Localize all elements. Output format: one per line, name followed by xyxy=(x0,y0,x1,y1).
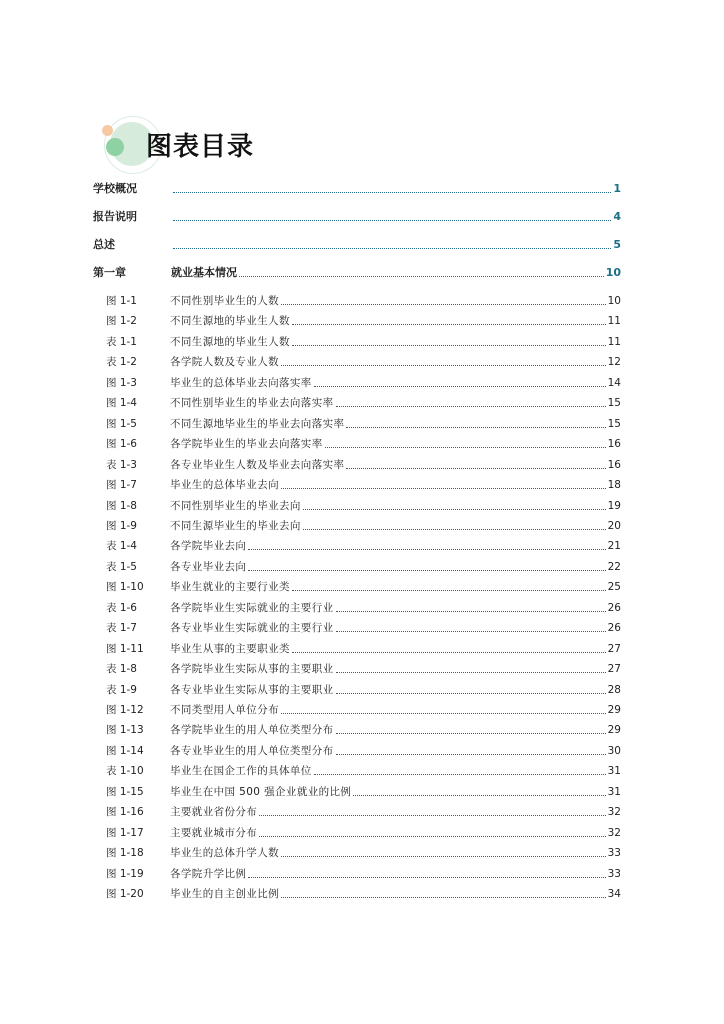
figure-entry-number: 表 1-1 xyxy=(106,335,137,348)
dot-leader xyxy=(281,303,606,305)
figure-entry[interactable] xyxy=(106,574,621,594)
dot-leader xyxy=(336,732,606,734)
dot-leader xyxy=(303,528,606,530)
figure-entry-title: 不同类型用人单位分布 xyxy=(170,704,279,716)
figure-entry-title: 毕业生在国企工作的具体单位 xyxy=(170,765,312,778)
figure-entry-title: 不同生源地毕业生的毕业去向落实率 xyxy=(170,417,345,430)
figure-entry-number: 图 1-10 xyxy=(106,581,144,594)
figure-entry[interactable] xyxy=(106,493,621,513)
figure-entry-page: 34 xyxy=(607,888,621,901)
figure-entry-number: 图 1-18 xyxy=(106,847,144,860)
figure-entry[interactable] xyxy=(106,513,621,533)
figure-entry[interactable] xyxy=(106,717,621,737)
figure-entry-title: 毕业生从事的主要职业类 xyxy=(170,642,290,655)
figure-entry-page: 26 xyxy=(607,622,621,635)
decorative-dot-green xyxy=(106,138,124,156)
dot-leader xyxy=(292,651,606,653)
figure-entry-number: 图 1-12 xyxy=(106,704,144,716)
figure-entry[interactable] xyxy=(106,472,621,492)
figure-entry-page: 21 xyxy=(607,540,621,553)
figure-entry-title: 主要就业城市分布 xyxy=(170,826,258,839)
figure-entry-page: 16 xyxy=(607,458,621,471)
figure-entry-number: 表 1-2 xyxy=(106,356,137,369)
figure-entry-title: 毕业生的总体升学人数 xyxy=(170,847,279,860)
figure-entry-title: 毕业生的自主创业比例 xyxy=(170,888,279,901)
figure-entry-page: 31 xyxy=(607,785,621,798)
figure-entry[interactable] xyxy=(106,411,621,431)
figure-entry-number: 图 1-19 xyxy=(106,867,144,880)
dot-leader xyxy=(281,487,606,489)
toc-entry-title: 就业基本情况 xyxy=(171,266,237,279)
figure-entry-number: 图 1-14 xyxy=(106,744,144,757)
dot-leader xyxy=(292,323,606,325)
figure-entry-number: 图 1-1 xyxy=(106,295,137,307)
figure-entry[interactable] xyxy=(106,288,621,308)
figure-entry[interactable] xyxy=(106,533,621,553)
figure-entry-number: 图 1-15 xyxy=(106,785,144,798)
dot-leader xyxy=(336,405,606,407)
dot-leader xyxy=(314,773,606,775)
dot-leader xyxy=(346,426,605,428)
figure-entry[interactable] xyxy=(106,758,621,778)
figure-entry[interactable] xyxy=(106,349,621,369)
dot-leader xyxy=(336,671,606,673)
toc-entry-page: 5 xyxy=(613,238,621,251)
figure-entry-title: 不同生源地的毕业生人数 xyxy=(170,335,290,348)
figure-entry-page: 18 xyxy=(607,479,621,492)
figure-entry-number: 表 1-5 xyxy=(106,560,137,573)
dot-leader xyxy=(239,275,604,277)
toc-entry-page: 1 xyxy=(613,182,621,195)
figure-entry-number: 表 1-7 xyxy=(106,622,137,635)
figure-entry-title: 各专业毕业生人数及毕业去向落实率 xyxy=(170,458,345,471)
dot-leader xyxy=(281,896,606,898)
figure-entry-title: 各学院升学比例 xyxy=(170,867,247,880)
figure-entry-title: 不同生源毕业生的毕业去向 xyxy=(170,519,301,532)
figure-entry-title: 各学院毕业生实际就业的主要行业 xyxy=(170,601,334,614)
figure-entry-title: 各学院人数及专业人数 xyxy=(170,356,279,369)
page-title: 图表目录 xyxy=(146,132,255,162)
dot-leader xyxy=(259,835,605,837)
figure-entry-title: 不同生源地的毕业生人数 xyxy=(170,315,290,328)
figure-entry-number: 图 1-9 xyxy=(106,519,137,532)
figure-entry[interactable] xyxy=(106,738,621,758)
toc-entry-label: 第一章 xyxy=(93,266,126,279)
figure-entry-title: 不同性别毕业生的毕业去向 xyxy=(170,499,301,512)
figure-entry-number: 图 1-2 xyxy=(106,315,137,328)
toc-entry[interactable] xyxy=(93,204,621,224)
figure-entry-page: 29 xyxy=(607,704,621,716)
figure-entry[interactable] xyxy=(106,881,621,901)
figure-entry-title: 各学院毕业生实际从事的主要职业 xyxy=(170,663,334,676)
toc-entry-page: 10 xyxy=(605,266,621,279)
figure-entry-number: 图 1-5 xyxy=(106,417,137,430)
dot-leader xyxy=(336,753,606,755)
figure-entry-page: 11 xyxy=(607,315,621,328)
figure-entry-page: 29 xyxy=(607,724,621,737)
figure-entry[interactable] xyxy=(106,452,621,472)
figure-entry-page: 27 xyxy=(607,663,621,676)
figure-entry-number: 表 1-8 xyxy=(106,663,137,676)
figure-entry-number: 表 1-6 xyxy=(106,601,137,614)
figure-entry[interactable] xyxy=(106,656,621,676)
figure-entry[interactable] xyxy=(106,390,621,410)
toc-entry-label: 学校概况 xyxy=(93,182,137,195)
figure-entry-page: 20 xyxy=(607,519,621,532)
figure-entry-title: 各专业毕业生的用人单位类型分布 xyxy=(170,744,334,757)
figure-entry[interactable] xyxy=(106,820,621,840)
figure-entry-page: 32 xyxy=(607,826,621,839)
figure-entry[interactable] xyxy=(106,779,621,799)
toc-entry-label: 总述 xyxy=(93,238,115,251)
figure-entry-title: 毕业生的总体毕业去向 xyxy=(170,479,279,492)
figure-entry-page: 30 xyxy=(607,744,621,757)
figure-entry-page: 28 xyxy=(607,683,621,696)
figure-entry-page: 33 xyxy=(607,847,621,860)
figure-entry-number: 表 1-9 xyxy=(106,683,137,696)
figure-entry-number: 图 1-17 xyxy=(106,826,144,839)
figure-entry-page: 33 xyxy=(607,867,621,880)
figure-entry-title: 各学院毕业生的毕业去向落实率 xyxy=(170,438,323,451)
figure-entry-page: 10 xyxy=(607,295,621,307)
dot-leader xyxy=(314,385,606,387)
figure-entry-number: 图 1-6 xyxy=(106,438,137,451)
dot-leader xyxy=(292,589,606,591)
toc-entry-label: 报告说明 xyxy=(93,210,137,223)
decorative-dot-orange xyxy=(102,125,113,136)
figure-entry[interactable] xyxy=(106,636,621,656)
figure-entry[interactable] xyxy=(106,431,621,451)
figure-entry-number: 图 1-4 xyxy=(106,397,137,410)
figure-entry-page: 11 xyxy=(607,335,621,348)
dot-leader xyxy=(325,446,606,448)
figure-entry[interactable] xyxy=(106,615,621,635)
dot-leader xyxy=(248,548,605,550)
dot-leader xyxy=(292,344,606,346)
figure-entry-title: 毕业生就业的主要行业类 xyxy=(170,581,290,594)
figure-entry-page: 15 xyxy=(607,417,621,430)
figure-entry-number: 图 1-11 xyxy=(106,642,144,655)
toc-entry[interactable] xyxy=(93,232,621,252)
dot-leader xyxy=(281,712,606,714)
figure-entry-title: 各专业毕业去向 xyxy=(170,560,247,573)
dot-leader xyxy=(336,630,606,632)
figure-entry-title: 不同性别毕业生的人数 xyxy=(170,295,279,307)
dot-leader xyxy=(173,219,611,221)
dot-leader xyxy=(281,364,606,366)
dot-leader xyxy=(336,610,606,612)
dot-leader xyxy=(303,508,606,510)
figure-entry-page: 14 xyxy=(607,376,621,389)
figure-entry-page: 27 xyxy=(607,642,621,655)
figure-entry-number: 图 1-8 xyxy=(106,499,137,512)
dot-leader xyxy=(259,814,605,816)
figure-entry-title: 不同性别毕业生的毕业去向落实率 xyxy=(170,397,334,410)
figure-entry-title: 各学院毕业生的用人单位类型分布 xyxy=(170,724,334,737)
figure-entry[interactable] xyxy=(106,799,621,819)
figure-entry-page: 22 xyxy=(607,560,621,573)
figure-entry-title: 毕业生的总体毕业去向落实率 xyxy=(170,376,312,389)
dot-leader xyxy=(248,876,605,878)
figure-entry-page: 31 xyxy=(607,765,621,778)
figure-entry-page: 26 xyxy=(607,601,621,614)
dot-leader xyxy=(173,247,611,249)
figure-entry-page: 15 xyxy=(607,397,621,410)
figure-entry[interactable] xyxy=(106,308,621,328)
figure-entry[interactable] xyxy=(106,861,621,881)
dot-leader xyxy=(346,467,605,469)
toc-entry-page: 4 xyxy=(613,210,621,223)
figure-entry-title: 各专业毕业生实际从事的主要职业 xyxy=(170,683,334,696)
dot-leader xyxy=(173,191,611,193)
figure-entry-title: 各学院毕业去向 xyxy=(170,540,247,553)
figure-entry-number: 表 1-10 xyxy=(106,765,144,778)
toc-entry[interactable] xyxy=(93,260,621,280)
figure-entry-title: 主要就业省份分布 xyxy=(170,806,258,819)
figure-entry[interactable] xyxy=(106,677,621,697)
figure-entry-page: 16 xyxy=(607,438,621,451)
figure-entry[interactable] xyxy=(106,329,621,349)
figure-entry[interactable] xyxy=(106,370,621,390)
figure-entry-title: 各专业毕业生实际就业的主要行业 xyxy=(170,622,334,635)
dot-leader xyxy=(336,692,606,694)
figure-entry-number: 图 1-13 xyxy=(106,724,144,737)
figure-entry-page: 12 xyxy=(607,356,621,369)
figure-entry-page: 25 xyxy=(607,581,621,594)
figure-entry-page: 32 xyxy=(607,806,621,819)
figure-entry-number: 表 1-4 xyxy=(106,540,137,553)
figure-entry[interactable] xyxy=(106,697,621,717)
figure-entry[interactable] xyxy=(106,554,621,574)
figure-entry-page: 19 xyxy=(607,499,621,512)
figure-entry-number: 图 1-7 xyxy=(106,479,137,492)
figure-entry[interactable] xyxy=(106,595,621,615)
figure-entry-title: 毕业生在中国 500 强企业就业的比例 xyxy=(170,785,352,798)
dot-leader xyxy=(248,569,605,571)
figure-entry-number: 表 1-3 xyxy=(106,458,137,471)
toc-entry[interactable] xyxy=(93,176,621,196)
dot-leader xyxy=(353,794,605,796)
figure-entry-number: 图 1-16 xyxy=(106,806,144,819)
figure-entry-number: 图 1-3 xyxy=(106,376,137,389)
figure-entry-number: 图 1-20 xyxy=(106,888,144,901)
figure-entry[interactable] xyxy=(106,840,621,860)
dot-leader xyxy=(281,855,606,857)
